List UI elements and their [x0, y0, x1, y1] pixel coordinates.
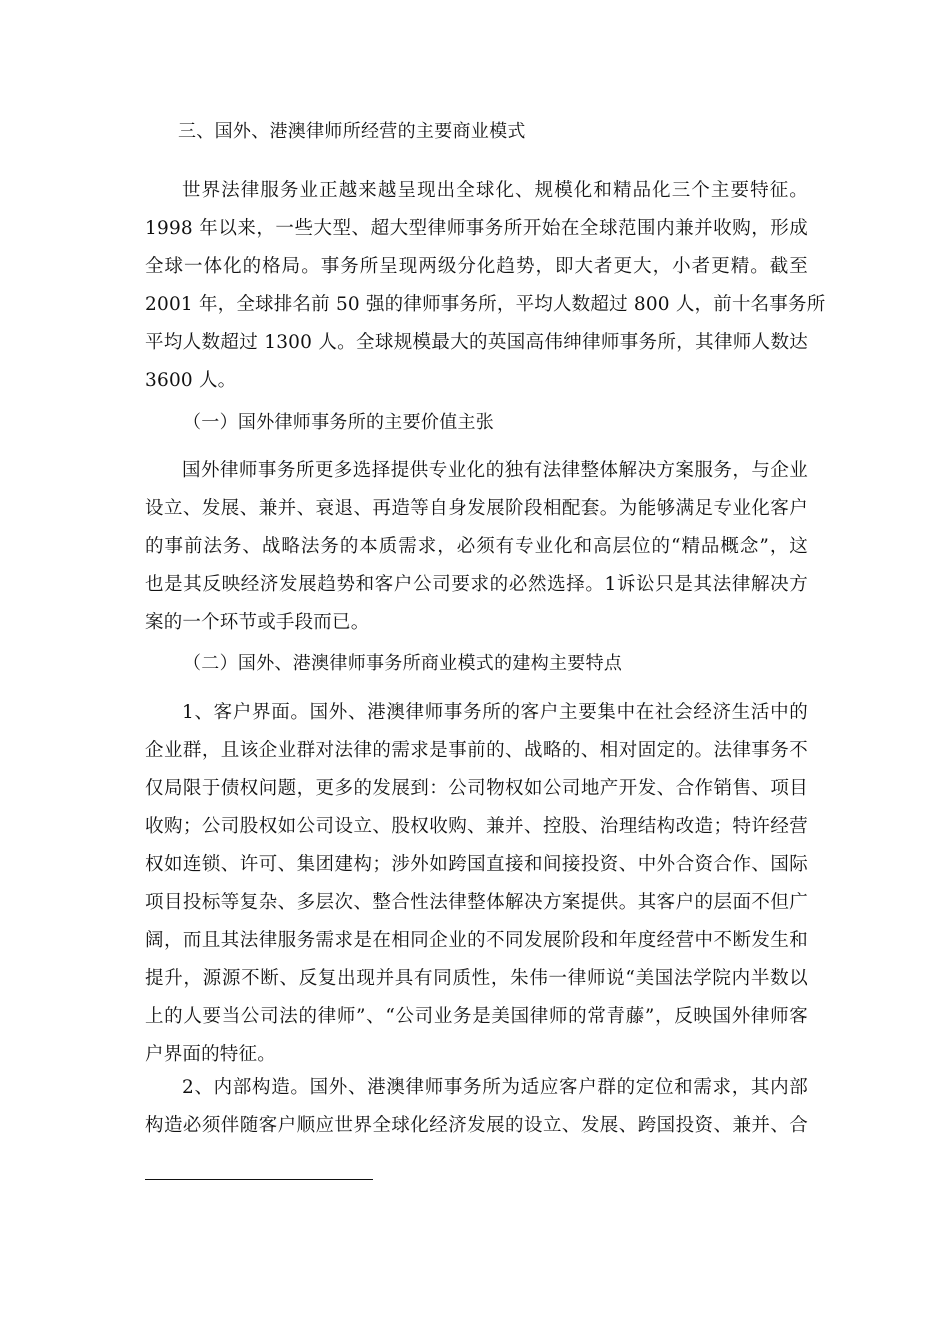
paragraph-line: 提升，源源不断、反复出现并具有同质性，朱伟一律师说“美国法学院内半数以 — [145, 968, 808, 989]
paragraph-line: 设立、发展、兼并、衰退、再造等自身发展阶段相配套。为能够满足专业化客户 — [145, 498, 808, 519]
paragraph-line: 企业群，且该企业群对法律的需求是事前的、战略的、相对固定的。法律事务不 — [145, 740, 808, 761]
paragraph-line: 3600 人。 — [145, 370, 237, 391]
paragraph-line: 2001 年，全球排名前 50 强的律师事务所，平均人数超过 800 人，前十名事务所 — [145, 294, 826, 315]
paragraph-line: 平均人数超过 1300 人。全球规模最大的英国高伟绅律师事务所，其律师人数达 — [145, 332, 808, 353]
subsection-heading-features: （二）国外、港澳律师事务所商业模式的建构主要特点 — [183, 653, 623, 674]
paragraph-line: 项目投标等复杂、多层次、整合性法律整体解决方案提供。其客户的层面不但广 — [145, 892, 808, 913]
paragraph-line: 收购；公司股权如公司设立、股权收购、兼并、控股、治理结构改造；特许经营 — [145, 816, 808, 837]
paragraph-line: 阔，而且其法律服务需求是在相同企业的不同发展阶段和年度经营中不断发生和 — [145, 930, 808, 951]
paragraph-line: 2、内部构造。国外、港澳律师事务所为适应客户群的定位和需求，其内部 — [182, 1077, 808, 1098]
footnote-separator — [145, 1179, 373, 1180]
paragraph-line: 也是其反映经济发展趋势和客户公司要求的必然选择。1诉讼只是其法律解决方 — [145, 574, 808, 595]
paragraph-line: 1998 年以来，一些大型、超大型律师事务所开始在全球范围内兼并收购，形成 — [145, 218, 808, 239]
paragraph-internal-structure — [145, 1069, 808, 1145]
paragraph-globalization — [145, 172, 826, 400]
paragraph-line: 案的一个环节或手段而已。 — [145, 612, 370, 633]
paragraph-client-interface — [145, 694, 808, 1074]
paragraph-line: 权如连锁、许可、集团建构；涉外如跨国直接和间接投资、中外合资合作、国际 — [145, 854, 808, 875]
paragraph-line: 世界法律服务业正越来越呈现出全球化、规模化和精品化三个主要特征。 — [182, 180, 808, 201]
paragraph-line: 上的人要当公司法的律师”、“公司业务是美国律师的常青藤”，反映国外律师客 — [145, 1006, 808, 1027]
paragraph-line: 1、客户界面。国外、港澳律师事务所的客户主要集中在社会经济生活中的 — [182, 702, 808, 723]
paragraph-line: 国外律师事务所更多选择提供专业化的独有法律整体解决方案服务，与企业 — [182, 460, 808, 481]
paragraph-line: 的事前法务、战略法务的本质需求，必须有专业化和高层位的“精品概念”，这 — [145, 536, 808, 557]
paragraph-value-proposition — [145, 452, 808, 642]
paragraph-line: 仅局限于债权问题，更多的发展到：公司物权如公司地产开发、合作销售、项目 — [145, 778, 808, 799]
paragraph-line: 构造必须伴随客户顺应世界全球化经济发展的设立、发展、跨国投资、兼并、合 — [145, 1115, 808, 1136]
paragraph-line: 全球一体化的格局。事务所呈现两级分化趋势，即大者更大，小者更精。截至 — [145, 256, 808, 277]
paragraph-line: 户界面的特征。 — [145, 1044, 276, 1065]
subsection-heading-value: （一）国外律师事务所的主要价值主张 — [183, 412, 495, 433]
section-heading: 三、国外、港澳律师所经营的主要商业模式 — [178, 121, 526, 142]
